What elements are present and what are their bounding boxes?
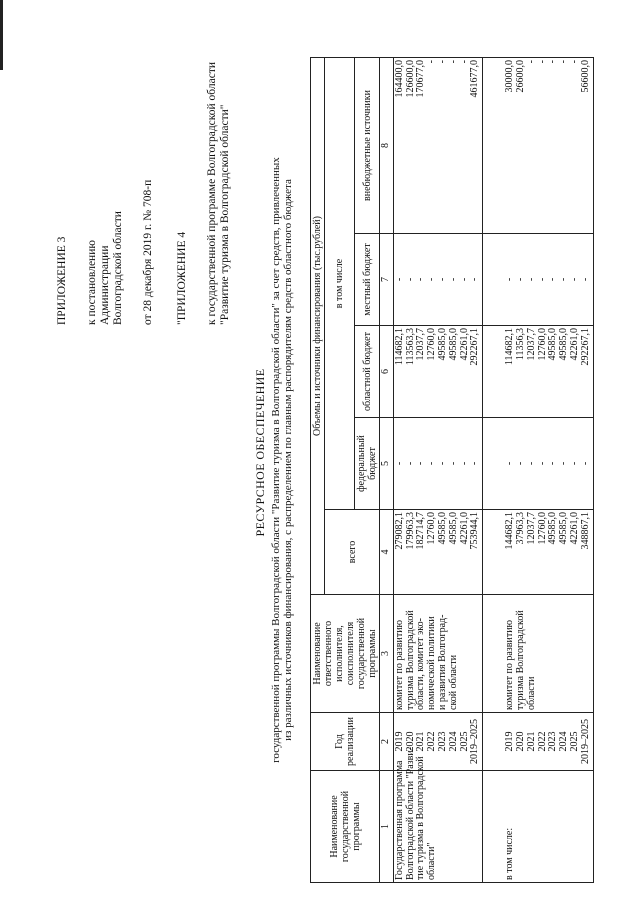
cell-line: 348867,1 (579, 512, 591, 550)
extra-cell (393, 58, 482, 234)
cell-line: 49585,0 (547, 328, 559, 361)
cell-line: 753944,1 (469, 512, 481, 550)
cell-line: - (426, 461, 438, 466)
appendix4-line: "Развитие туризма в Волгоградской области" (219, 104, 232, 325)
cell-line: 2022 (536, 731, 548, 752)
appendix4-line: к государственной программе Волгоградской области (206, 62, 219, 325)
cell-line: 26600,0 (514, 60, 526, 93)
header-extra: внебюджетные источники (355, 58, 380, 234)
cell-line: и развития Волгоград- (436, 614, 448, 710)
federal-cell (393, 418, 482, 510)
cell-line: 2024 (558, 731, 570, 752)
cell-line: - (469, 277, 481, 282)
cell-line: 56600,0 (579, 60, 591, 93)
col-number: 4 (380, 510, 394, 595)
cell-line: тие туризма в Волгоградской (415, 756, 427, 880)
cell-line: - (436, 277, 448, 282)
years-cell (483, 713, 593, 771)
executor-cell (393, 595, 482, 713)
appendix-block (56, 25, 232, 325)
col-number: 8 (380, 58, 394, 234)
cell-line: - (415, 277, 427, 282)
cell-line: - (525, 461, 537, 466)
cell-line: - (536, 277, 548, 282)
cell-line: - (547, 277, 559, 282)
cell-line: 12037,7 (415, 328, 427, 361)
cell-line: - (447, 277, 459, 282)
cell-line: - (514, 277, 526, 282)
cell-line: 292267,1 (579, 328, 591, 366)
cell-line: - (536, 60, 548, 64)
federal-cell (483, 418, 593, 510)
subtitle-line: из различных источников финансирования, с распределением по главным распорядителям средств областного бюджета (282, 179, 295, 741)
col-number: 7 (380, 234, 394, 326)
cell-line: 114682,1 (504, 328, 516, 366)
local-cell (483, 234, 593, 326)
cell-line: - (426, 60, 438, 64)
cell-line: 164400,0 (393, 60, 405, 98)
cell-line: - (426, 277, 438, 282)
cell-line: туризма Волгоградской (404, 610, 416, 710)
header-year: Год реализации (311, 713, 380, 771)
cell-line: 2019 (393, 731, 405, 752)
cell-line: - (525, 60, 537, 64)
cell-line: ской области (447, 654, 459, 710)
cell-line: - (568, 60, 580, 64)
cell-line: номической политики (426, 616, 438, 710)
col-number: 5 (380, 418, 394, 510)
cell-line: 30000,0 (504, 60, 516, 93)
cell-line: 179963,3 (404, 512, 416, 550)
regional-cell (393, 326, 482, 418)
cell-line: 42261,0 (458, 512, 470, 545)
cell-line: 12760,0 (536, 328, 548, 361)
resource-table (310, 57, 594, 883)
header-federal: федеральный бюджет (355, 418, 380, 510)
cell-line: 114682,1 (393, 328, 405, 366)
local-cell (393, 234, 482, 326)
cell-line: - (404, 277, 416, 282)
header-including: в том числе (325, 58, 355, 510)
appendix4-title: "ПРИЛОЖЕНИЕ 4 (176, 231, 189, 325)
cell-line: 279082,1 (393, 512, 405, 550)
cell-line: 49585,0 (436, 512, 448, 545)
cell-line: - (547, 60, 559, 64)
cell-line: 144682,1 (504, 512, 516, 550)
column-numbers-row (380, 58, 394, 883)
cell-line: 2019 (504, 731, 516, 752)
header-local: местный бюджет (355, 234, 380, 326)
cell-line: 2024 (447, 731, 459, 752)
appendix-line: Администрации (98, 245, 111, 325)
appendix-date: от 28 декабря 2019 г. № 708-п (141, 179, 154, 325)
cell-line: 42261,0 (568, 328, 580, 361)
cell-line: 2022 (426, 731, 438, 752)
cell-line: 12037,7 (525, 328, 537, 361)
col-number: 2 (380, 713, 394, 771)
cell-line: 2021 (415, 731, 427, 752)
cell-line: - (568, 277, 580, 282)
table-row (393, 58, 482, 883)
header-executor: Наименование ответственного исполнителя, соисполнителя государственной программы (311, 595, 380, 713)
cell-line: 126600,0 (404, 60, 416, 98)
cell-line: туризма Волгоградской (514, 610, 526, 710)
cell-line: 2023 (547, 731, 559, 752)
program-cell (483, 771, 593, 883)
col-number: 6 (380, 326, 394, 418)
cell-line: 113563,3 (404, 328, 416, 366)
cell-line: 2023 (436, 731, 448, 752)
subtitle-line: государственной программы Волгоградской области "Развитие туризма в Волгоградской области" за счет средств, привлеченных (270, 157, 282, 763)
cell-line: 49585,0 (558, 328, 570, 361)
cell-line: - (558, 277, 570, 282)
cell-line: 42261,0 (568, 512, 580, 545)
cell-line: - (393, 277, 405, 282)
total-cell (393, 510, 482, 595)
header-regional: областной бюджет (355, 326, 380, 418)
total-cell (483, 510, 593, 595)
cell-line: - (436, 461, 448, 466)
table-row (483, 58, 593, 883)
cell-line: - (558, 461, 570, 466)
cell-line: Государственная программа (393, 760, 405, 880)
cell-line: 2020 (514, 731, 526, 752)
document-title: РЕСУРСНОЕ ОБЕСПЕЧЕНИЕ (253, 368, 267, 537)
cell-line: 461677,0 (469, 60, 481, 98)
cell-line: 292267,1 (469, 328, 481, 366)
cell-line: 2019–2025 (579, 719, 591, 764)
cell-line: - (447, 60, 459, 64)
cell-line: 49585,0 (547, 512, 559, 545)
cell-line: - (393, 461, 405, 466)
col-number: 1 (380, 771, 394, 883)
cell-line: 12760,0 (536, 512, 548, 545)
cell-line: - (458, 60, 470, 64)
cell-line: - (504, 277, 516, 282)
cell-line: 182714,7 (415, 512, 427, 550)
cell-line: 2020 (404, 731, 416, 752)
cell-line: - (415, 461, 427, 466)
cell-line: 49585,0 (558, 512, 570, 545)
cell-line: - (458, 461, 470, 466)
cell-line: 2021 (525, 731, 537, 752)
cell-line: Волгоградской области "Разви- (404, 746, 416, 880)
cell-line: 12760,0 (426, 328, 438, 361)
cell-line: - (579, 461, 591, 466)
cell-line: 12760,0 (426, 512, 438, 545)
header-rule (0, 0, 3, 70)
cell-line: 170677,0 (415, 60, 427, 98)
regional-cell (483, 326, 593, 418)
document-subtitle (270, 45, 295, 875)
cell-line: комитет по развитию (393, 619, 405, 710)
cell-line: области (525, 676, 537, 710)
cell-line: - (536, 461, 548, 466)
col-number: 3 (380, 595, 394, 713)
cell-line: 2019–2025 (469, 719, 481, 764)
cell-line: 37963,3 (514, 512, 526, 545)
appendix-line: Волгоградской области (111, 211, 124, 325)
cell-line: 2025 (568, 731, 580, 752)
cell-line: 42261,0 (458, 328, 470, 361)
header-volumes: Объемы и источники финансирования (тыс.рублей) (311, 58, 325, 595)
executor-cell (483, 595, 593, 713)
cell-line: - (514, 461, 526, 466)
cell-line: - (558, 60, 570, 64)
cell-line: 49585,0 (447, 512, 459, 545)
program-cell (393, 746, 482, 883)
appendix-title: ПРИЛОЖЕНИЕ 3 (56, 236, 68, 325)
cell-line: - (458, 277, 470, 282)
cell-line: - (436, 60, 448, 64)
cell-line: - (447, 461, 459, 466)
cell-line: области" (426, 842, 438, 880)
cell-line: 12037,7 (525, 512, 537, 545)
cell-line: - (404, 461, 416, 466)
cell-line: - (504, 461, 516, 466)
cell-line: комитет по развитию (504, 619, 516, 710)
header-total: всего (325, 510, 380, 595)
cell-line: - (469, 461, 481, 466)
cell-line: - (525, 277, 537, 282)
cell-line: 11356,3 (514, 328, 526, 361)
appendix-line: к постановлению (85, 240, 98, 325)
cell-line: - (579, 277, 591, 282)
header-program: Наименование государственной программы (311, 771, 380, 883)
cell-line: 49585,0 (436, 328, 448, 361)
extra-cell (483, 58, 593, 234)
cell-line: 2025 (458, 731, 470, 752)
cell-line: - (568, 461, 580, 466)
cell-line: области, комитет эко- (415, 618, 427, 710)
cell-line: 49585,0 (447, 328, 459, 361)
cell-line: в том числе: (504, 827, 516, 880)
cell-line: - (547, 461, 559, 466)
